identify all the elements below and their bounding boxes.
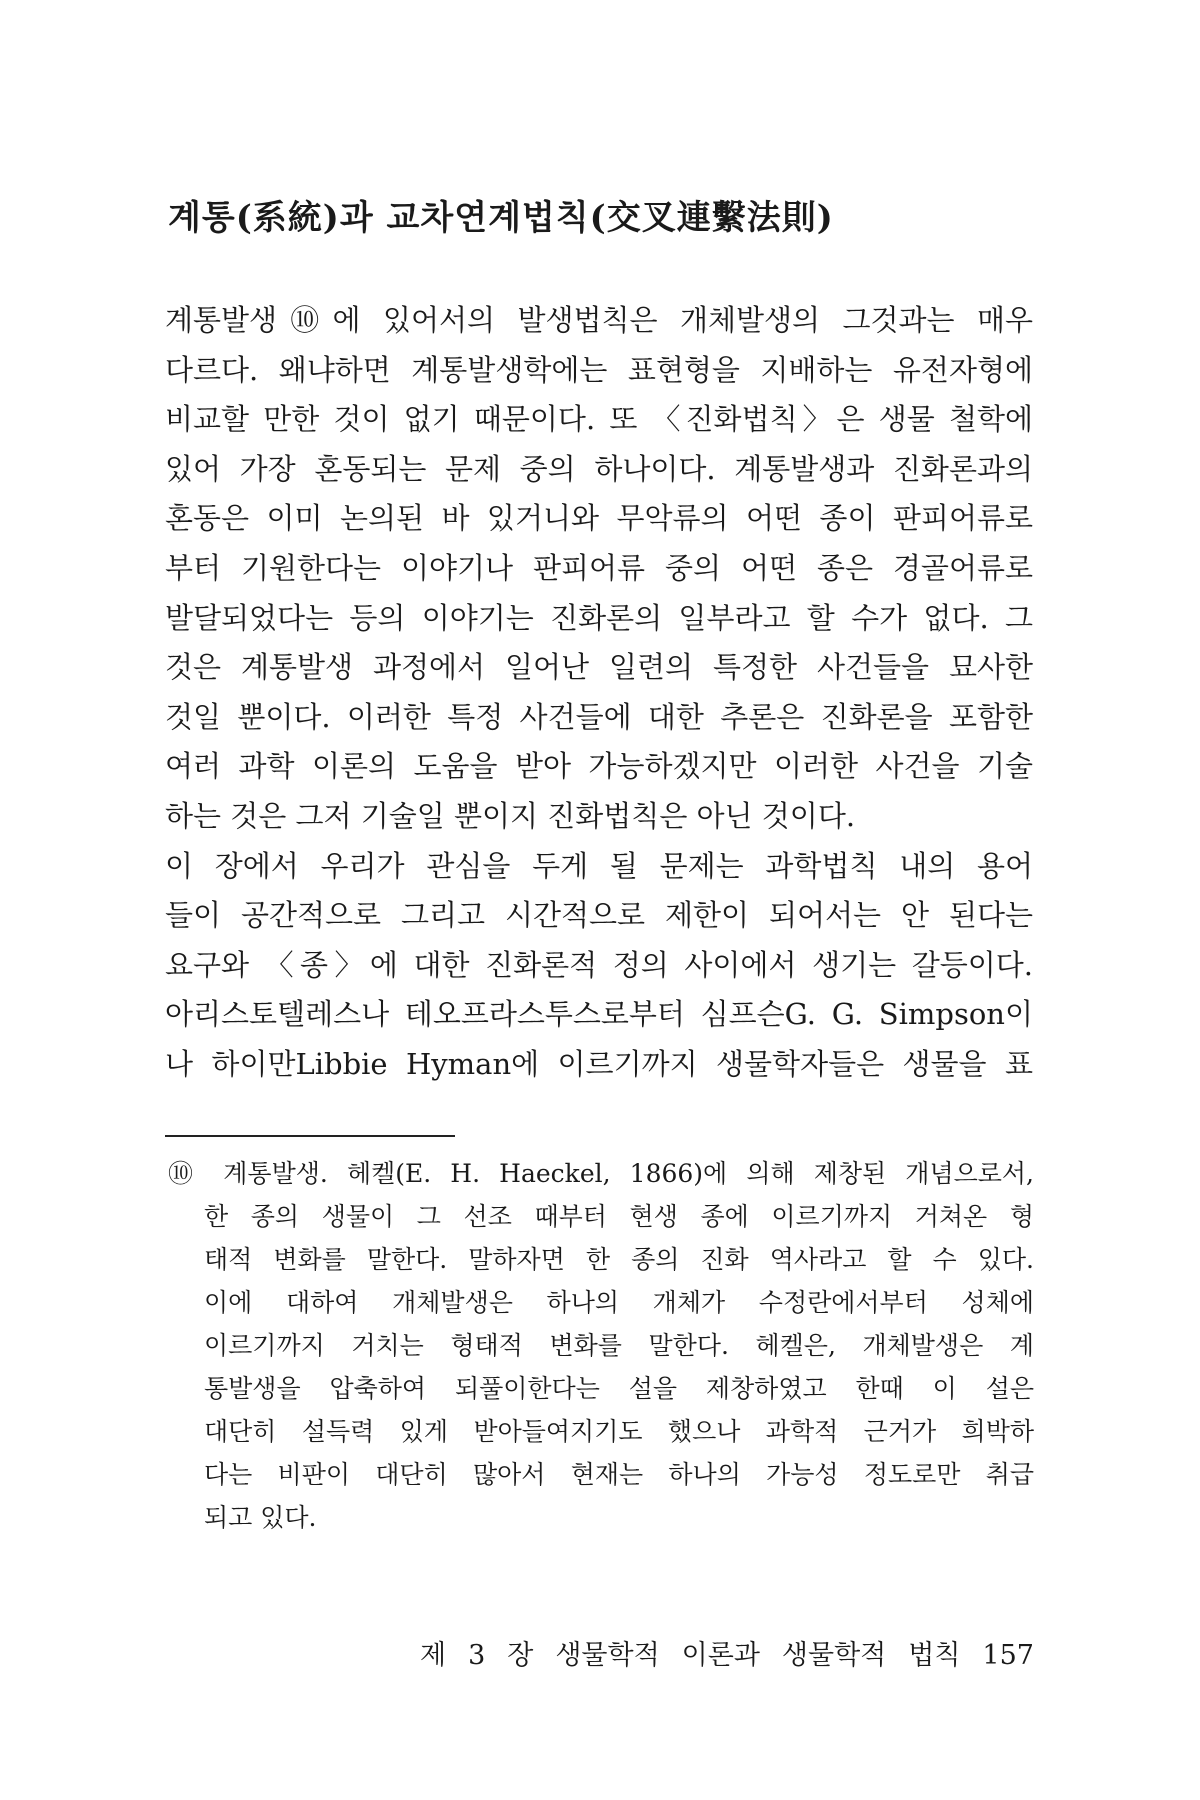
running-footer [420, 1638, 1034, 1674]
body-line: 여러 과학 이론의 도움을 받아 가능하겠지만 이러한 사건을 기술 [165, 749, 1033, 784]
footnote-line: 되고 있다. [204, 1503, 317, 1532]
body-line: 비교할 만한 것이 없기 때문이다. 또 〈진화법칙〉은 생물 철학에 [165, 402, 1033, 437]
body-line: 아리스토텔레스나 테오프라스투스로부터 심프슨G. G. Simpson이 [165, 997, 1033, 1032]
footnote-divider [165, 1135, 455, 1137]
body-line: 요구와 〈종〉에 대한 진화론적 정의 사이에서 생기는 갈등이다. [165, 947, 1033, 982]
footer-chapter-title: 생물학적 이론과 생물학적 법칙 [555, 1640, 961, 1671]
body-line: 하는 것은 그저 기술일 뿐이지 진화법칙은 아닌 것이다. [165, 798, 856, 833]
page-number: 157 [982, 1640, 1034, 1671]
body-line: 발달되었다는 등의 이야기는 진화론의 일부라고 할 수가 없다. 그 [165, 600, 1033, 635]
footer-chapter: 제 3 장 [420, 1640, 534, 1671]
body-line: 나 하이만Libbie Hyman에 이르기까지 생물학자들은 생물을 표 [165, 1046, 1033, 1081]
body-line: 있어 가장 혼동되는 문제 중의 하나이다. 계통발생과 진화론과의 [165, 451, 1033, 486]
body-line: 들이 공간적으로 그리고 시간적으로 제한이 되어서는 안 된다는 [165, 898, 1033, 933]
footnote-line: 이에 대하여 개체발생은 하나의 개체가 수정란에서부터 성체에 [204, 1288, 1034, 1317]
body-line: 다르다. 왜냐하면 계통발생학에는 표현형을 지배하는 유전자형에 [165, 352, 1033, 387]
body-line: 이 장에서 우리가 관심을 두게 될 문제는 과학법칙 내의 용어 [165, 848, 1033, 883]
footnote-line: 이르기까지 거치는 형태적 변화를 말한다. 헤켈은, 개체발생은 계 [204, 1331, 1034, 1360]
footnote [168, 1152, 1034, 1539]
footnote-line: 통발생을 압축하여 되풀이한다는 설을 제창하였고 한때 이 설은 [204, 1374, 1034, 1403]
section-title: 계통(系統)과 교차연계법칙(交叉連繫法則) [168, 198, 834, 238]
body-line: 것은 계통발생 과정에서 일어난 일련의 특정한 사건들을 묘사한 [165, 650, 1033, 685]
body-line: 것일 뿐이다. 이러한 특정 사건들에 대한 추론은 진화론을 포함한 [165, 699, 1033, 734]
footnote-line: ⑩ 계통발생. 헤켈(E. H. Haeckel, 1866)에 의해 제창된 개념으로서, [168, 1159, 1034, 1188]
footnote-line: 한 종의 생물이 그 선조 때부터 현생 종에 이르기까지 거쳐온 형 [204, 1202, 1034, 1231]
body-line: 부터 기원한다는 이야기나 판피어류 중의 어떤 종은 경골어류로 [165, 550, 1033, 585]
footnote-line: 대단히 설득력 있게 받아들여지기도 했으나 과학적 근거가 희박하 [204, 1417, 1034, 1446]
body-line: 계통발생⑩에 있어서의 발생법칙은 개체발생의 그것과는 매우 [165, 303, 1033, 337]
footnote-line: 태적 변화를 말한다. 말하자면 한 종의 진화 역사라고 할 수 있다. [204, 1245, 1034, 1274]
body-paragraphs [165, 296, 1033, 1090]
body-line: 혼동은 이미 논의된 바 있거니와 무악류의 어떤 종이 판피어류로 [165, 501, 1033, 536]
footnote-line: 다는 비판이 대단히 많아서 현재는 하나의 가능성 정도로만 취급 [204, 1460, 1034, 1489]
